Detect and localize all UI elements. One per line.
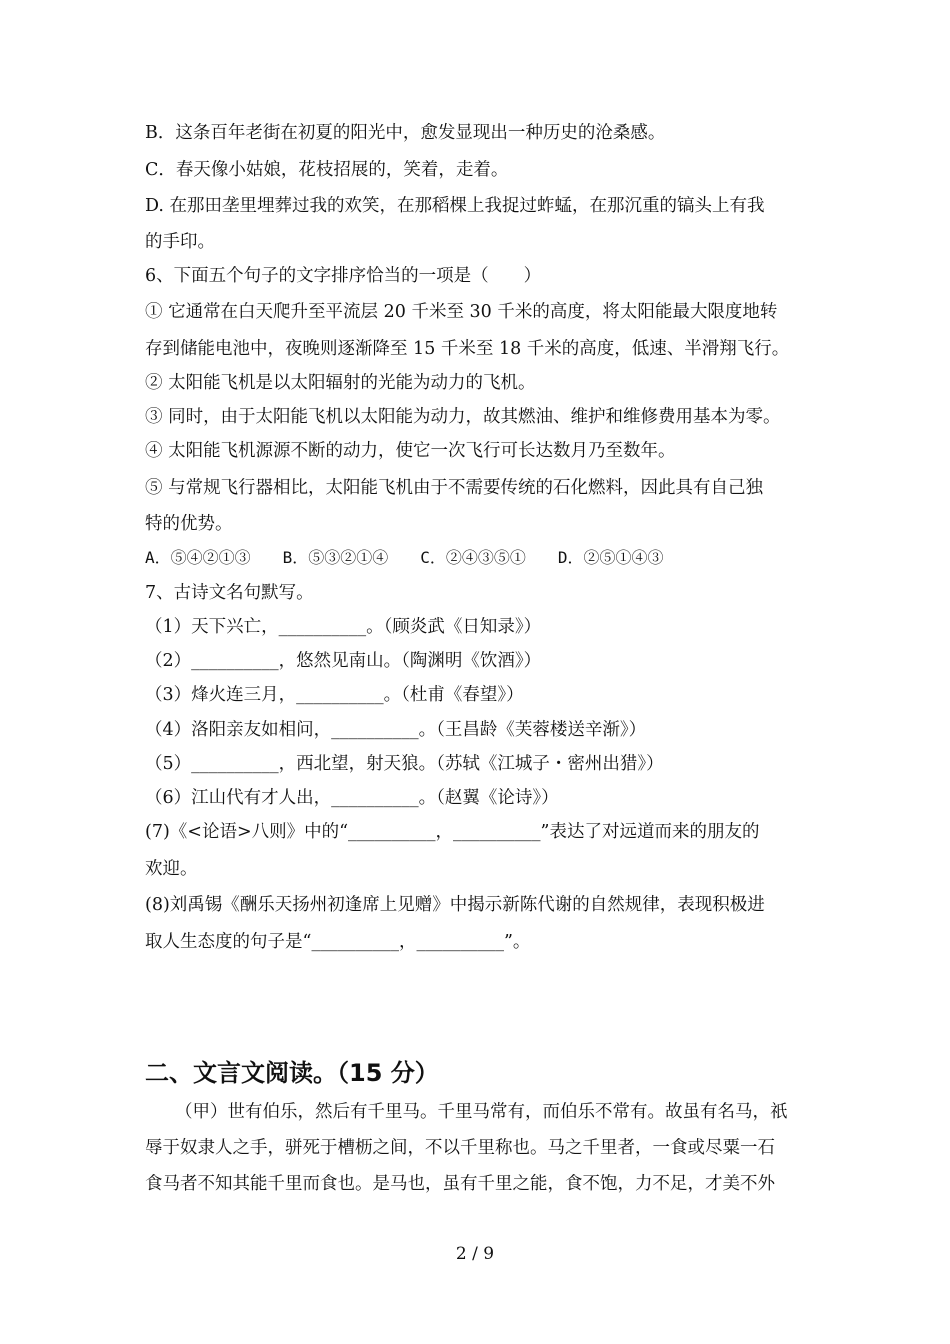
page-number: 2 / 9 (455, 1244, 495, 1264)
sentence-4: ④ 太阳能飞机源源不断的动力，使它一次飞行可长达数月乃至数年。 (145, 441, 676, 461)
sentence-3: ③ 同时，由于太阳能飞机以太阳能为动力，故其燃油、维护和维修费用基本为零。 (145, 407, 781, 427)
poem-item-4: （4）洛阳亲友如相问，__________。（王昌龄《芙蓉楼送辛渐》） (145, 720, 647, 740)
classical-text-line-3: 食马者不知其能千里而食也。是马也，虽有千里之能，食不饱，力不足，才美不外 (145, 1174, 775, 1194)
option-d-line-1: D. 在那田垄里埋葬过我的欢笑，在那稻棵上我捉过蚱蜢，在那沉重的镐头上有我 (145, 196, 765, 216)
poem-item-2: （2）__________，悠然见南山。（陶渊明《饮酒》） (145, 651, 542, 671)
classical-text-line-2: 辱于奴隶人之手，骈死于槽枥之间，不以千里称也。马之千里者，一食或尽粟一石 (145, 1138, 775, 1158)
option-b: B．这条百年老街在初夏的阳光中，愈发显现出一种历史的沧桑感。 (145, 123, 666, 143)
option-c: C．春天像小姑娘，花枝招展的，笑着，走着。 (145, 160, 509, 180)
question-6-choices: A．⑤④②①③ B．⑤③②①④ C．②④③⑤① D．②⑤①④③ (145, 548, 664, 567)
poem-item-7-line-2: 欢迎。 (145, 859, 198, 879)
poem-item-7-line-1: (7)《<论语>八则》中的“__________，__________”表达了对远道而来的朋友的 (145, 822, 760, 842)
sentence-5-line-2: 特的优势。 (145, 514, 233, 534)
poem-item-6: （6）江山代有才人出，__________。（赵翼《论诗》） (145, 788, 559, 808)
question-7-stem: 7、古诗文名句默写。 (145, 583, 314, 603)
poem-item-8-line-1: (8)刘禹锡《酬乐天扬州初逢席上见赠》中揭示新陈代谢的自然规律，表现积极进 (145, 895, 765, 915)
classical-text-line-1: （甲）世有伯乐，然后有千里马。千里马常有，而伯乐不常有。故虽有名马，祇 (175, 1102, 788, 1122)
sentence-1-line-2: 存到储能电池中，夜晚则逐渐降至 15 千米至 18 千米的高度，低速、半滑翔飞行。 (145, 339, 790, 359)
option-d-line-2: 的手印。 (145, 232, 215, 252)
question-6-stem: 6、下面五个句子的文字排序恰当的一项是（ ） (145, 266, 542, 286)
sentence-2: ② 太阳能飞机是以太阳辐射的光能为动力的飞机。 (145, 373, 536, 393)
sentence-5-line-1: ⑤ 与常规飞行器相比，太阳能飞机由于不需要传统的石化燃料，因此具有自己独 (145, 478, 764, 498)
poem-item-1: （1）天下兴亡，__________。（顾炎武《日知录》） (145, 617, 542, 637)
section-2-title: 二、文言文阅读。（15 分） (145, 1059, 439, 1087)
poem-item-8-line-2: 取人生态度的句子是“__________，__________”。 (145, 932, 531, 952)
poem-item-3: （3）烽火连三月，__________。（杜甫《春望》） (145, 685, 524, 705)
sentence-1-line-1: ① 它通常在白天爬升至平流层 20 千米至 30 千米的高度，将太阳能最大限度地转 (145, 302, 778, 322)
poem-item-5: （5）__________，西北望，射天狼。（苏轼《江城子・密州出猎》） (145, 754, 664, 774)
